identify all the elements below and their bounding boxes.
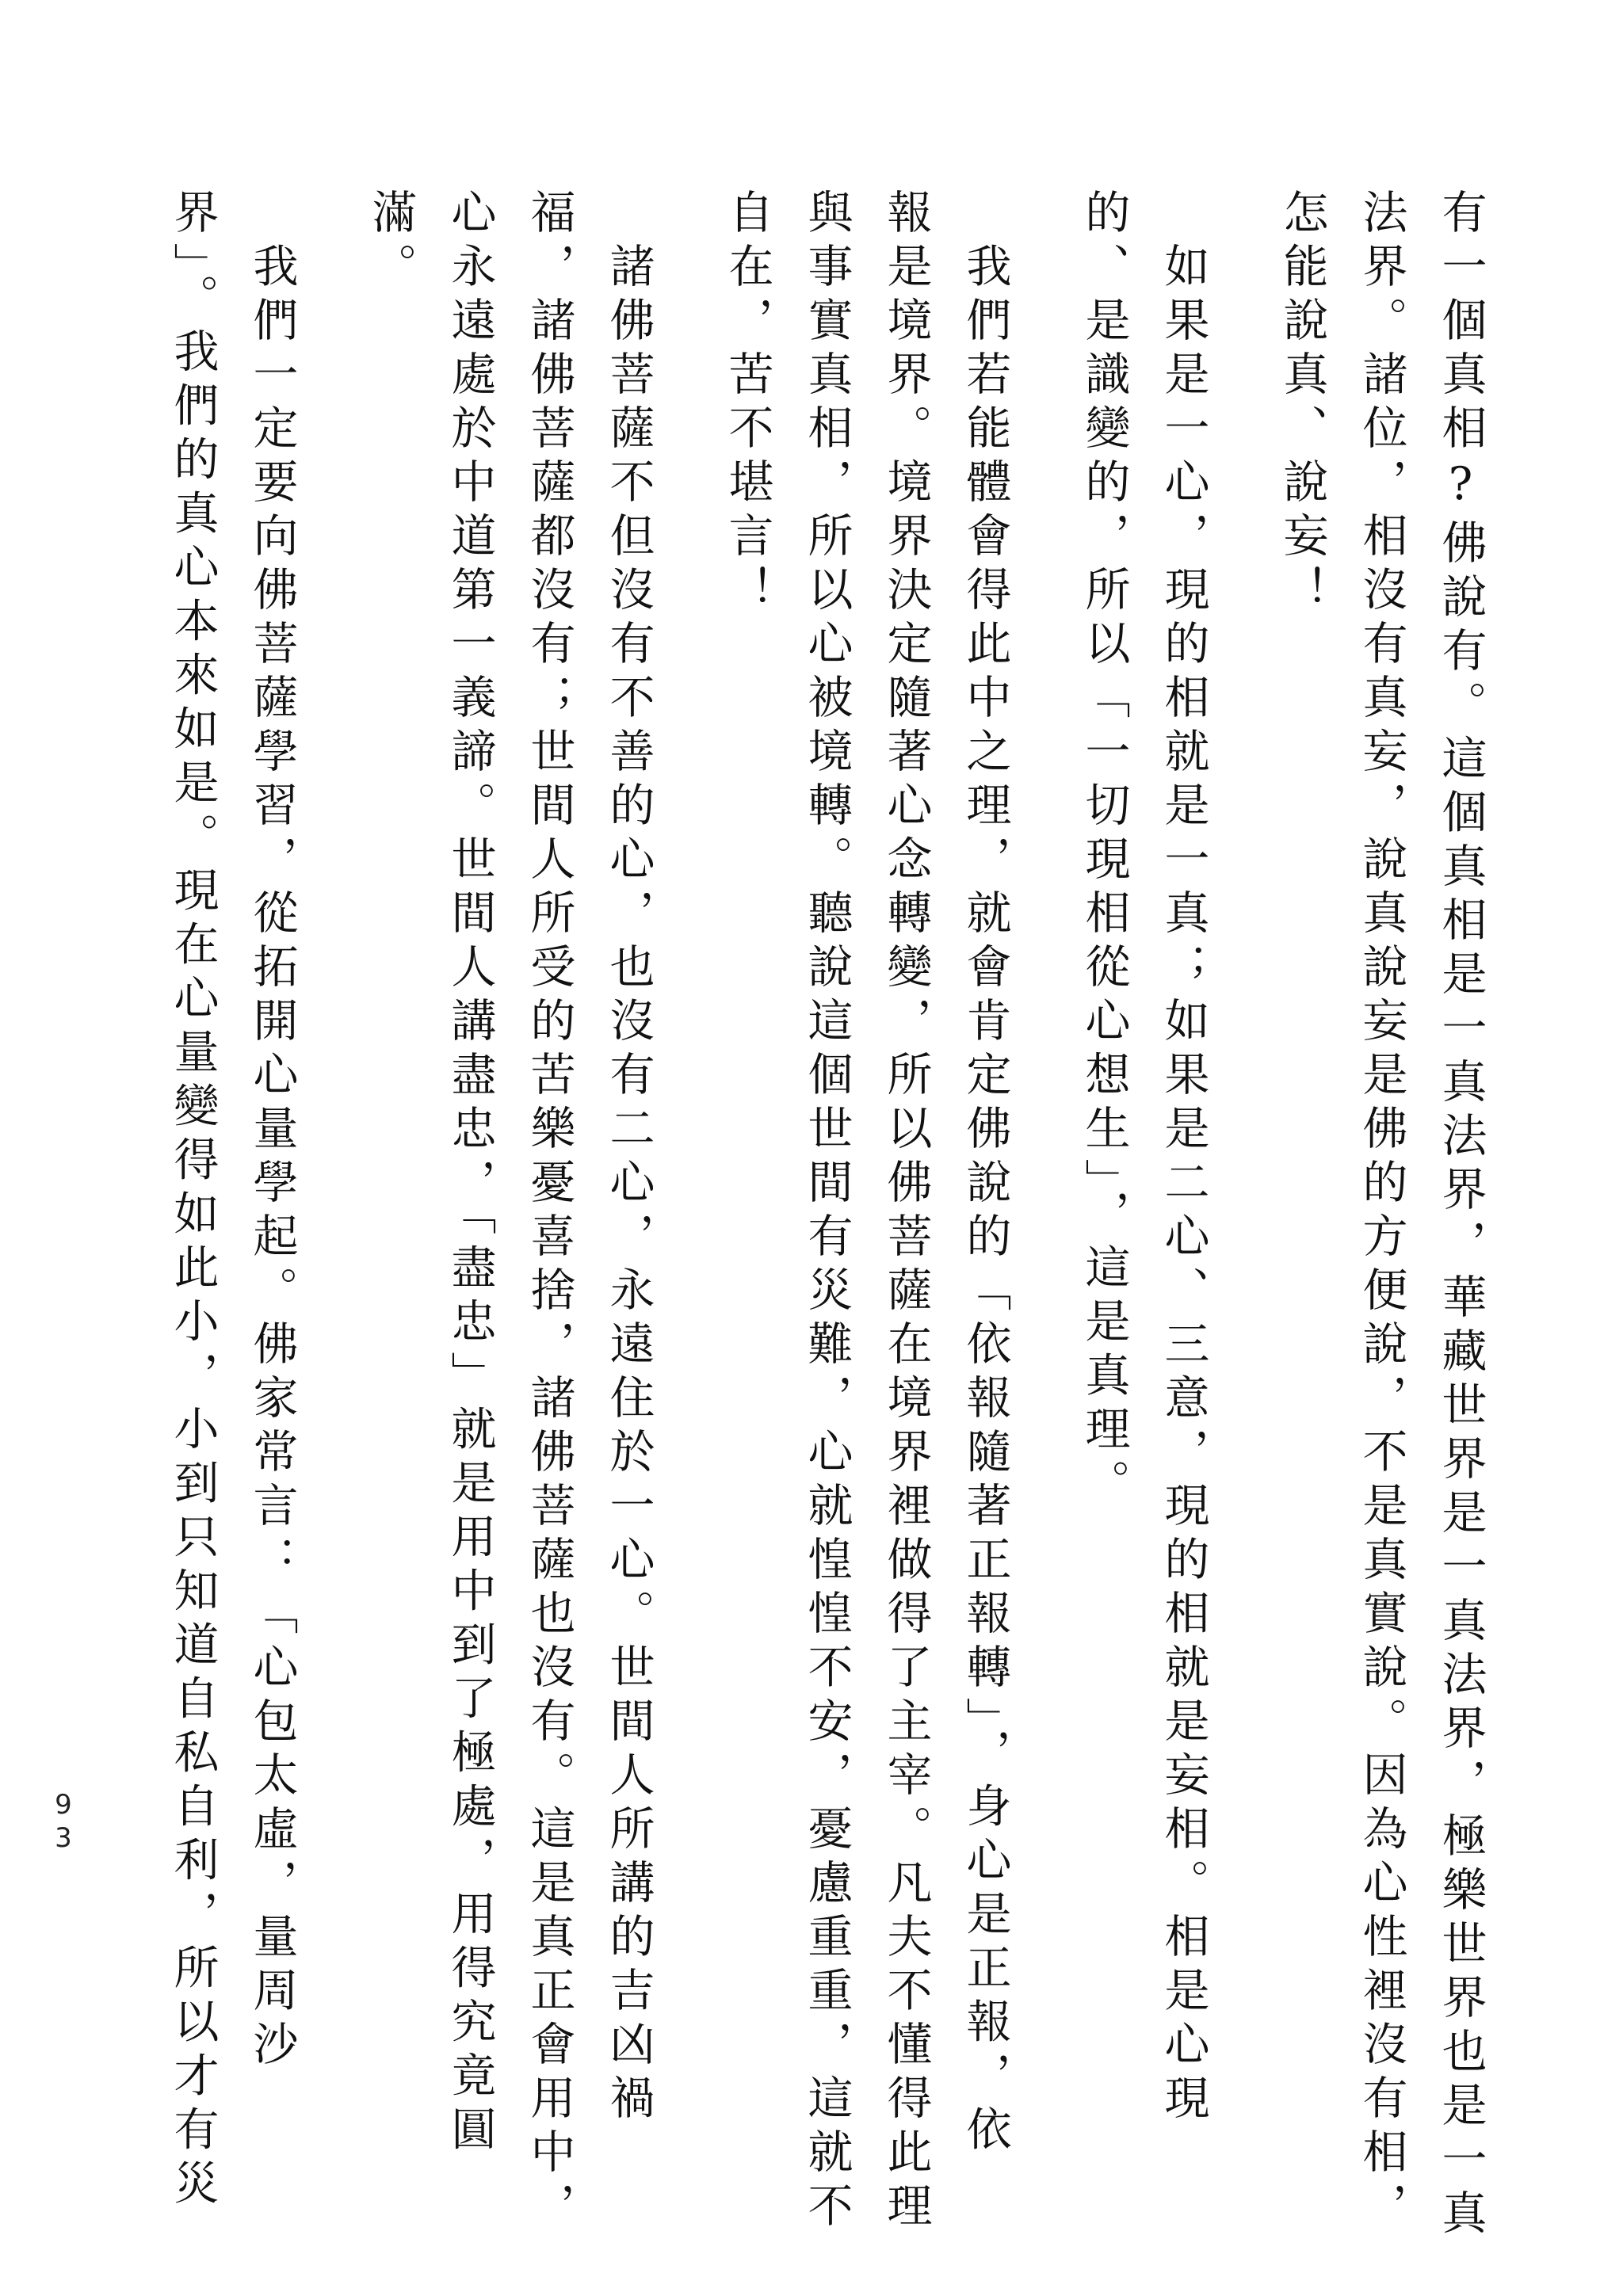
text-column: 我們一定要向佛菩薩學習，從拓開心量學起。佛家常言：「心包太虛，量周沙 xyxy=(246,189,298,2074)
text-column: 有一個真相?佛說有。這個真相是一真法界，華藏世界是一真法界，極樂世界也是一真 xyxy=(1434,189,1487,2243)
text-column: 法界。諸位，相沒有真妄，說真說妄是佛的方便說，不是真實說。因為心性裡沒有相， xyxy=(1355,189,1407,2236)
text-column: 心永遠處於中道第一義諦。世間人講盡忠，「盡忠」就是用中到了極處，用得究竟圓 xyxy=(444,189,496,2160)
page-number: 93 xyxy=(48,1789,79,1855)
text-column: 滿。 xyxy=(365,189,417,296)
text-column: 怎能說真、說妄！ xyxy=(1276,189,1328,620)
text-column: 報是境界。境界決定隨著心念轉變，所以佛菩薩在境界裡做得了主宰。凡夫不懂得此理 xyxy=(880,189,932,2236)
text-column: 界」。我們的真心本來如是。現在心量變得如此小，小到只知道自私自利，所以才有災 xyxy=(166,189,219,2214)
text-column: 自在，苦不堪言！ xyxy=(721,189,773,620)
text-column: 福，諸佛菩薩都沒有；世間人所受的苦樂憂喜捨，諸佛菩薩也沒有。這是真正會用中， xyxy=(523,189,575,2236)
text-column: 如果是一心，現的相就是一真；如果是二心、三意，現的相就是妄相。相是心現 xyxy=(1157,189,1209,2128)
text-column: 諸佛菩薩不但沒有不善的心，也沒有二心，永遠住於一心。世間人所講的吉凶禍 xyxy=(602,189,655,2128)
text-column: 與事實真相，所以心被境轉。聽說這個世間有災難，心就惶惶不安，憂慮重重，這就不 xyxy=(800,189,853,2236)
text-column: 的、是識變的，所以「一切現相從心想生」，這是真理。 xyxy=(1078,189,1130,1513)
text-column: 我們若能體會得此中之理，就會肯定佛說的「依報隨著正報轉」，身心是正報，依 xyxy=(959,189,1011,2160)
